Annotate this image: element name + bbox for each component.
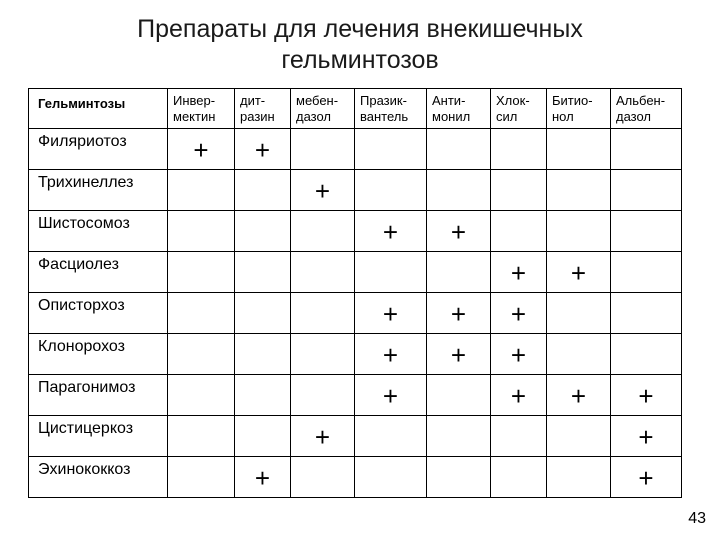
table-cell [427, 129, 491, 170]
plus-mark [355, 129, 426, 137]
plus-mark [427, 457, 490, 465]
table-cell [611, 252, 682, 293]
table-cell [491, 170, 547, 211]
plus-mark [491, 170, 546, 178]
plus-mark [547, 416, 610, 424]
table-row [29, 211, 682, 252]
table-cell [355, 416, 427, 457]
plus-mark: + [570, 381, 587, 411]
plus-mark: + [382, 381, 399, 411]
plus-mark [291, 129, 354, 137]
plus-mark: + [450, 299, 467, 329]
plus-mark [235, 375, 290, 383]
plus-mark [235, 170, 290, 178]
plus-mark [427, 252, 490, 260]
plus-mark [291, 334, 354, 342]
table-row [29, 129, 682, 170]
table-cell [611, 211, 682, 252]
plus-mark [168, 170, 234, 178]
table-cell [235, 211, 291, 252]
plus-mark [547, 129, 610, 137]
table-row [29, 457, 682, 498]
table-cell [427, 334, 491, 375]
plus-mark [427, 416, 490, 424]
table-cell [235, 375, 291, 416]
disease-name: Парагонимоз [29, 375, 168, 416]
plus-mark: + [314, 422, 331, 452]
table-cell [427, 416, 491, 457]
table-cell [547, 375, 611, 416]
table-cell [355, 457, 427, 498]
table-cell [168, 334, 235, 375]
plus-mark [291, 211, 354, 219]
plus-mark: + [510, 258, 527, 288]
table-cell [168, 293, 235, 334]
table-cell [291, 211, 355, 252]
table-cell [291, 457, 355, 498]
plus-mark [291, 252, 354, 260]
table-cell [235, 457, 291, 498]
table-cell [547, 293, 611, 334]
plus-mark: + [510, 381, 527, 411]
plus-mark [491, 416, 546, 424]
plus-mark [611, 252, 681, 260]
plus-mark [355, 252, 426, 260]
plus-mark [235, 293, 290, 301]
plus-mark [168, 211, 234, 219]
plus-mark: + [450, 340, 467, 370]
table-cell [235, 416, 291, 457]
table-cell [291, 293, 355, 334]
plus-mark [355, 416, 426, 424]
plus-mark: + [638, 463, 654, 493]
plus-mark: + [382, 299, 399, 329]
plus-mark [427, 129, 490, 137]
plus-mark [491, 129, 546, 137]
table-cell [355, 170, 427, 211]
column-header-drug: Битио-нол [547, 89, 611, 129]
column-header-drug: Празик-вантель [355, 89, 427, 129]
table-cell [547, 416, 611, 457]
table-cell [168, 252, 235, 293]
column-header-drug: Хлок-сил [491, 89, 547, 129]
table-cell [355, 293, 427, 334]
table-cell [168, 129, 235, 170]
table-cell [611, 416, 682, 457]
table-cell [427, 170, 491, 211]
table-cell [168, 170, 235, 211]
plus-mark [491, 457, 546, 465]
plus-mark [168, 334, 234, 342]
plus-mark: + [638, 422, 654, 452]
plus-mark [291, 293, 354, 301]
table-cell [611, 293, 682, 334]
drug-table [28, 88, 682, 498]
table-cell [547, 252, 611, 293]
table-cell [235, 293, 291, 334]
table-cell [291, 416, 355, 457]
plus-mark [547, 170, 610, 178]
table-cell [355, 375, 427, 416]
table-cell [168, 457, 235, 498]
plus-mark [291, 457, 354, 465]
table-cell [235, 129, 291, 170]
plus-mark [611, 211, 681, 219]
plus-mark [611, 170, 681, 178]
table-cell [355, 334, 427, 375]
plus-mark: + [510, 340, 527, 370]
table-cell [427, 375, 491, 416]
table-cell [491, 252, 547, 293]
table-cell [168, 416, 235, 457]
table-cell [168, 375, 235, 416]
disease-name: Фасциолез [29, 252, 168, 293]
plus-mark: + [450, 217, 467, 247]
table-cell [355, 252, 427, 293]
table-cell [355, 129, 427, 170]
table-cell [611, 170, 682, 211]
plus-mark [427, 375, 490, 383]
plus-mark: + [254, 135, 271, 165]
table-row [29, 252, 682, 293]
table-row [29, 293, 682, 334]
table-cell [491, 293, 547, 334]
plus-mark [168, 375, 234, 383]
disease-name: Трихинеллез [29, 170, 168, 211]
table-body [29, 129, 682, 498]
plus-mark: + [510, 299, 527, 329]
plus-mark: + [314, 176, 331, 206]
plus-mark [547, 334, 610, 342]
table-cell [491, 375, 547, 416]
plus-mark [547, 293, 610, 301]
plus-mark [547, 211, 610, 219]
table-cell [235, 170, 291, 211]
column-header-helminthoses: Гельминтозы [29, 89, 168, 129]
table-cell [547, 170, 611, 211]
plus-mark [611, 334, 681, 342]
page-number: 43 [688, 510, 706, 527]
disease-name: Шистосомоз [29, 211, 168, 252]
column-header-drug: Анти-монил [427, 89, 491, 129]
plus-mark [235, 252, 290, 260]
column-header-drug: Инвер-мектин [168, 89, 235, 129]
column-header-drug: дит-разин [235, 89, 291, 129]
table-cell [427, 252, 491, 293]
disease-name: Описторхоз [29, 293, 168, 334]
table-cell [291, 334, 355, 375]
table-cell [491, 457, 547, 498]
plus-mark [235, 416, 290, 424]
plus-mark [611, 293, 681, 301]
table-cell [355, 211, 427, 252]
plus-mark [168, 293, 234, 301]
disease-name: Эхинококкоз [29, 457, 168, 498]
plus-mark [235, 334, 290, 342]
plus-mark: + [193, 135, 209, 165]
table-cell [491, 129, 547, 170]
plus-mark [355, 170, 426, 178]
table-cell [491, 416, 547, 457]
table-row [29, 416, 682, 457]
column-header-drug: Альбен-дазол [611, 89, 682, 129]
column-header-drug: мебен-дазол [291, 89, 355, 129]
plus-mark: + [570, 258, 587, 288]
table-cell [611, 457, 682, 498]
plus-mark [355, 457, 426, 465]
disease-name: Филяриотоз [29, 129, 168, 170]
table-cell [547, 334, 611, 375]
table-cell [547, 129, 611, 170]
plus-mark [291, 375, 354, 383]
table-cell [547, 211, 611, 252]
table-cell [491, 211, 547, 252]
table-cell [235, 252, 291, 293]
plus-mark [168, 252, 234, 260]
table-cell [611, 129, 682, 170]
slide-title: Препараты для лечения внекишечных гельминтозов [137, 15, 583, 74]
plus-mark [611, 129, 681, 137]
table-cell [491, 334, 547, 375]
plus-mark [235, 211, 290, 219]
plus-mark: + [382, 340, 399, 370]
plus-mark [547, 457, 610, 465]
table-cell [427, 293, 491, 334]
table-cell [291, 375, 355, 416]
disease-name: Цистицеркоз [29, 416, 168, 457]
plus-mark: + [382, 217, 399, 247]
table-header-row [29, 89, 682, 129]
table-cell [427, 211, 491, 252]
plus-mark [427, 170, 490, 178]
table-cell [291, 170, 355, 211]
plus-mark [491, 211, 546, 219]
table-cell [235, 334, 291, 375]
plus-mark: + [638, 381, 654, 411]
table-cell [168, 211, 235, 252]
table-cell [291, 129, 355, 170]
table-row [29, 170, 682, 211]
plus-mark: + [254, 463, 271, 493]
table-cell [611, 375, 682, 416]
table-cell [611, 334, 682, 375]
table-cell [291, 252, 355, 293]
plus-mark [168, 416, 234, 424]
disease-name: Клонорохоз [29, 334, 168, 375]
table-row [29, 375, 682, 416]
table-cell [427, 457, 491, 498]
plus-mark [168, 457, 234, 465]
table-cell [547, 457, 611, 498]
table-row [29, 334, 682, 375]
